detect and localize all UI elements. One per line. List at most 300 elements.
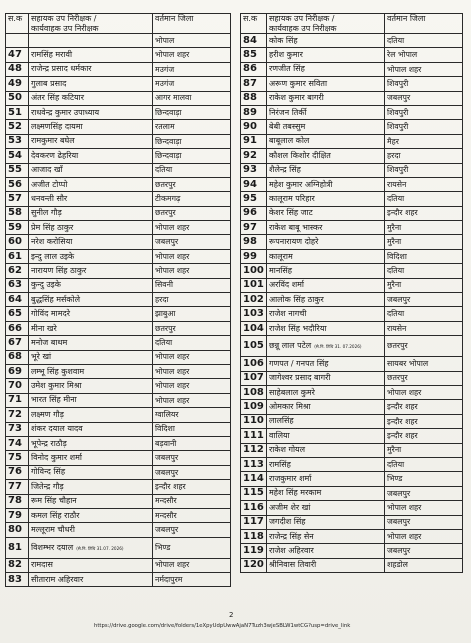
serial-number-cell: 60 [6, 235, 29, 249]
district-cell: भोपाल शहर [153, 379, 231, 393]
serial-number-cell: 75 [6, 451, 29, 465]
officer-name: छन्नू लाल पटेल [269, 341, 312, 351]
district-cell: जबलपुर [385, 515, 463, 529]
serial-number-cell: 86 [241, 62, 267, 76]
table-row [241, 371, 463, 385]
officer-name: राजेश अहिरवार [269, 545, 314, 555]
officer-name-cell [29, 62, 153, 76]
officer-name: कौशल किशोर दीक्षित [269, 150, 331, 160]
serial-number-cell: 65 [6, 307, 29, 321]
district-cell: छिन्दवाड़ा [153, 134, 231, 148]
officer-name-cell [29, 573, 153, 587]
officer-name-cell [267, 264, 385, 278]
serial-number-cell: 77 [6, 480, 29, 494]
table-row [6, 451, 231, 465]
serial-number-cell: 70 [6, 379, 29, 393]
officer-name: कालूराम परिहार [269, 193, 315, 203]
officer-name: सुनील गौड़ [31, 208, 62, 218]
district-cell: शिवपुरी [385, 120, 463, 134]
district-cell: भोपाल शहर [153, 264, 231, 278]
officer-name-cell [29, 336, 153, 350]
officer-name-cell [29, 436, 153, 450]
left-roster-table [5, 13, 231, 587]
officer-name: मानसिंह [269, 265, 293, 275]
serial-number-cell: 100 [241, 264, 267, 278]
officer-name-cell [267, 443, 385, 457]
table-row [241, 62, 463, 76]
serial-number-cell: 68 [6, 350, 29, 364]
serial-number-cell: 92 [241, 149, 267, 163]
officer-name: भूरे खां [31, 352, 52, 362]
table-row [6, 422, 231, 436]
table-row [241, 321, 463, 335]
district-cell: नर्मदापुरम [153, 573, 231, 587]
officer-name-cell [29, 451, 153, 465]
serial-number-cell: 117 [241, 515, 267, 529]
district-cell: रतलाम [153, 120, 231, 134]
district-cell: आगर मालवा [153, 91, 231, 105]
district-cell: भोपाल शहर [385, 529, 463, 543]
officer-name-cell [29, 508, 153, 522]
district-cell: भोपाल शहर [385, 501, 463, 515]
table-row [6, 436, 231, 450]
district-cell: छतरपुर [153, 177, 231, 191]
officer-name-cell [29, 321, 153, 335]
district-cell: टीकमगढ़ [153, 192, 231, 206]
officer-name: नरेश करोसिया [31, 237, 73, 247]
district-cell: झाबुआ [153, 307, 231, 321]
officer-name-cell [29, 163, 153, 177]
district-cell: दतिया [385, 34, 463, 48]
district-cell: जबलपुर [385, 293, 463, 307]
officer-name: उमेश कुमार मिश्रा [31, 381, 82, 391]
officer-name: जगदीश सिंह [269, 517, 306, 527]
table-row [241, 221, 463, 235]
serial-number-cell: 114 [241, 472, 267, 486]
table-row [6, 408, 231, 422]
serial-number-cell: 83 [6, 573, 29, 587]
retirement-note: (से.नि. तिथि 31.07. 2026) [76, 545, 124, 551]
table-row [6, 235, 231, 249]
serial-number-cell: 110 [241, 414, 267, 428]
district-cell: छिन्दवाड़ा [153, 149, 231, 163]
table-row [241, 192, 463, 206]
table-row [6, 62, 231, 76]
officer-name-cell [29, 422, 153, 436]
table-row [6, 336, 231, 350]
officer-name-cell [29, 48, 153, 62]
table-row [241, 293, 463, 307]
table-row [6, 105, 231, 119]
district-cell: जबलपुर [153, 235, 231, 249]
table-row [241, 149, 463, 163]
officer-name-cell [267, 278, 385, 292]
officer-name: राकेश कुमार बागरी [269, 93, 324, 103]
district-cell: भोपाल शहर [385, 385, 463, 399]
district-cell: विदिशा [153, 422, 231, 436]
retirement-note: (से.नि. तिथि 31. 07.2026) [314, 344, 362, 350]
officer-name-cell [267, 429, 385, 443]
officer-name-cell [29, 235, 153, 249]
table-row [241, 235, 463, 249]
serial-number-cell: 104 [241, 321, 267, 335]
district-cell: छतरपुर [153, 321, 231, 335]
district-cell: दतिया [153, 336, 231, 350]
district-cell: इन्दौर शहर [385, 429, 463, 443]
table-row [241, 501, 463, 515]
district-cell: मउगंज [153, 77, 231, 91]
officer-name: साहेबलाल कुमरे [269, 387, 315, 397]
officer-name-cell [267, 486, 385, 500]
district-cell: इन्दौर शहर [385, 206, 463, 220]
officer-name-cell [267, 192, 385, 206]
officer-name: अरूण कुमार सविता [269, 78, 328, 88]
serial-number-cell: 61 [6, 249, 29, 263]
district-cell: भोपाल शहर [153, 249, 231, 263]
district-cell: मन्दसौर [153, 494, 231, 508]
table-row [241, 357, 463, 371]
officer-name-cell [29, 105, 153, 119]
table-row [241, 414, 463, 428]
officer-name: राजेश सिंह भदौरिया [269, 323, 327, 333]
officer-name-cell [29, 537, 153, 558]
officer-name-cell [267, 400, 385, 414]
table-row [6, 48, 231, 62]
district-cell: मन्दसौर [153, 508, 231, 522]
right-roster-table [240, 13, 463, 573]
table-row [241, 400, 463, 414]
table-row [6, 149, 231, 163]
officer-header [267, 14, 385, 34]
officer-name-cell [29, 221, 153, 235]
table-row [241, 34, 463, 48]
officer-name: लालसिंह [269, 416, 294, 426]
officer-name: मल्लूराम चौधरी [31, 524, 75, 534]
officer-name: राजेन्द्र प्रसाद धर्मकार [31, 64, 92, 74]
table-row [6, 558, 231, 572]
officer-name: लक्ष्मण गौड़ [31, 409, 64, 419]
officer-name: गुलाब प्रसाद [31, 78, 67, 88]
table-row [6, 494, 231, 508]
officer-name-cell [267, 48, 385, 62]
district-cell: जबलपुर [385, 486, 463, 500]
officer-name: जितेन्द्र गौड़ [31, 481, 64, 491]
officer-name: रामसिंह [269, 459, 291, 469]
serial-number-cell: 84 [241, 34, 267, 48]
officer-name-cell [29, 307, 153, 321]
district-cell: इन्दौर शहर [153, 480, 231, 494]
officer-name-cell [267, 293, 385, 307]
officer-name: कालूराम [269, 251, 293, 261]
serial-number-cell: 54 [6, 149, 29, 163]
serial-number-cell: 94 [241, 177, 267, 191]
serial-number-cell: 96 [241, 206, 267, 220]
district-cell: भिण्ड [385, 472, 463, 486]
serial-number-cell: 66 [6, 321, 29, 335]
table-row [6, 192, 231, 206]
table-row [6, 249, 231, 263]
district-cell: छतरपुर [385, 371, 463, 385]
serial-number-cell: 57 [6, 192, 29, 206]
district-cell: जबलपुर [385, 544, 463, 558]
serial-number-cell: 71 [6, 393, 29, 407]
serial-number-cell: 82 [6, 558, 29, 572]
officer-name-cell [267, 120, 385, 134]
officer-name: श्रीनिवास तिवारी [269, 560, 317, 570]
officer-name: रणजीत सिंह [269, 64, 305, 74]
district-cell: बड़वानी [153, 436, 231, 450]
table-row [6, 523, 231, 537]
serial-number-cell: 85 [241, 48, 267, 62]
district-cell: ग्वालियर [153, 408, 231, 422]
officer-name-cell [29, 91, 153, 105]
district-cell: रायसेन [385, 177, 463, 191]
officer-name: विशम्भर दयाल [31, 542, 74, 552]
officer-name-cell [29, 393, 153, 407]
officer-name: कुन्दु उइके [31, 280, 61, 290]
officer-name: कमल सिंह राठौर [31, 510, 80, 520]
serial-number-cell: 118 [241, 529, 267, 543]
serial-number-cell: 58 [6, 206, 29, 220]
table-row [241, 163, 463, 177]
serial-number-cell: 50 [6, 91, 29, 105]
district-cell: मुरैना [385, 235, 463, 249]
serial-number-cell: 105 [241, 336, 267, 357]
serial-number-cell: 101 [241, 278, 267, 292]
table-row [6, 350, 231, 364]
table-row [6, 134, 231, 148]
officer-name: आजाद खाँ [31, 165, 63, 175]
officer-name-cell [29, 149, 153, 163]
officer-name-cell [29, 206, 153, 220]
officer-name: केशर सिंह जाट [269, 208, 313, 218]
district-cell: मुरैना [385, 278, 463, 292]
officer-name-cell [29, 134, 153, 148]
serial-number-cell: 119 [241, 544, 267, 558]
officer-header-line1: सहायक उप निरीक्षक / [31, 14, 97, 23]
district-cell: जबलपुर [385, 91, 463, 105]
table-row [241, 249, 463, 263]
officer-name: अजीम शेर खां [269, 502, 311, 512]
serial-number-cell: 97 [241, 221, 267, 235]
officer-name: रूम सिंह चौहान [31, 496, 77, 506]
serial-number-cell: 107 [241, 371, 267, 385]
table-row [241, 529, 463, 543]
table-row [6, 34, 231, 48]
district-cell: दतिया [153, 163, 231, 177]
district-cell: शहडोल [385, 558, 463, 572]
table-row [6, 393, 231, 407]
officer-header-line2: कार्यवाहक उप निरीक्षक [31, 24, 99, 33]
officer-name-cell [267, 385, 385, 399]
officer-name: बाबूलाल कोल [269, 136, 310, 146]
serial-number-cell: 47 [6, 48, 29, 62]
table-row [6, 163, 231, 177]
serial-number-cell: 87 [241, 77, 267, 91]
officer-name-cell [267, 134, 385, 148]
officer-name: राजकुमार शर्मा [269, 474, 312, 484]
table-row [241, 77, 463, 91]
officer-name: बुद्धसिंह मर्सकोले [31, 294, 81, 304]
district-cell: हरदा [385, 149, 463, 163]
district-cell: दतिया [385, 192, 463, 206]
officer-name-cell [29, 379, 153, 393]
district-cell: मुरैना [385, 443, 463, 457]
district-cell: शिवपुरी [385, 163, 463, 177]
officer-name: राधवेन्द्र कुमार उपाध्याय [31, 107, 100, 117]
table-row [241, 307, 463, 321]
officer-header [29, 14, 153, 34]
officer-name-cell [267, 529, 385, 543]
district-cell: दतिया [385, 307, 463, 321]
officer-name-cell [267, 34, 385, 48]
table-row [241, 336, 463, 357]
serial-number-cell: 91 [241, 134, 267, 148]
officer-name: नारायण सिंह ठाकुर [31, 265, 87, 275]
table-row [241, 429, 463, 443]
officer-name-cell [29, 120, 153, 134]
header-row [6, 14, 231, 34]
officer-name: मनोज बाथम [31, 337, 68, 347]
table-row [241, 558, 463, 572]
serial-number-cell: 72 [6, 408, 29, 422]
officer-name: रामदास [31, 560, 53, 570]
sno-header: स.क [241, 14, 267, 34]
table-row [6, 573, 231, 587]
officer-name: भारत सिंह मीना [31, 395, 77, 405]
table-row [6, 537, 231, 558]
district-cell: भोपाल शहर [153, 393, 231, 407]
officer-name-cell [267, 177, 385, 191]
officer-name: गोविंद मामदरे [31, 309, 71, 319]
officer-name-cell [267, 371, 385, 385]
serial-number-cell: 69 [6, 364, 29, 378]
serial-number-cell: 103 [241, 307, 267, 321]
table-row [6, 221, 231, 235]
officer-name: भूपेन्द्र राठौड़ [31, 438, 67, 448]
serial-number-cell: 56 [6, 177, 29, 191]
table-row [6, 480, 231, 494]
district-cell: जबलपुर [153, 451, 231, 465]
table-row [6, 364, 231, 378]
officer-name-cell [29, 192, 153, 206]
officer-name: राजेन्द्र सिंह सेन [269, 531, 314, 541]
serial-number-cell: 95 [241, 192, 267, 206]
officer-name-cell [29, 494, 153, 508]
district-cell: भोपाल शहर [153, 48, 231, 62]
footer-link[interactable]: https://drive.google.com/drive/folders/1eXpyUdpUwwAjaN7Tuzh3wjeSBLW1wtCG?usp=drive_link [94, 623, 351, 629]
officer-name-cell [267, 307, 385, 321]
officer-name-cell [29, 364, 153, 378]
officer-name-cell [29, 523, 153, 537]
serial-number-cell: 53 [6, 134, 29, 148]
table-row [241, 278, 463, 292]
table-row [6, 307, 231, 321]
officer-name: वालिया [269, 430, 290, 440]
officer-name-cell [267, 91, 385, 105]
district-cell: शिवपुरी [385, 105, 463, 119]
district-cell: भिण्ड [153, 537, 231, 558]
serial-number-cell: 113 [241, 457, 267, 471]
district-cell: सायबर भोपाल [385, 357, 463, 371]
serial-number-cell: 111 [241, 429, 267, 443]
table-row [6, 321, 231, 335]
officer-name: निरंजन तिर्की [269, 107, 307, 117]
officer-name: गोविन्द सिंह [31, 467, 66, 477]
serial-number-cell: 62 [6, 264, 29, 278]
serial-number-cell: 64 [6, 293, 29, 307]
district-cell: जबलपुर [153, 465, 231, 479]
officer-name: हरीश कुमार [269, 50, 303, 60]
table-row [241, 385, 463, 399]
serial-number-cell: 98 [241, 235, 267, 249]
officer-name-cell [267, 336, 385, 357]
table-row [241, 177, 463, 191]
table-row [6, 465, 231, 479]
officer-name: मीना खरे [31, 323, 57, 333]
header-row [241, 14, 463, 34]
officer-name-cell [29, 249, 153, 263]
officer-name: इन्दु लाल उइके [31, 251, 75, 261]
table-row [241, 105, 463, 119]
officer-header-line2: कार्यवाहक उप निरीक्षक [269, 24, 337, 33]
officer-name: कोक सिंह [269, 35, 298, 45]
table-row [241, 264, 463, 278]
district-cell: छतरपुर [385, 336, 463, 357]
officer-name: बेबी तबस्सुम [269, 122, 306, 132]
serial-number-cell: 49 [6, 77, 29, 91]
officer-name-cell [29, 278, 153, 292]
table-row [6, 508, 231, 522]
serial-number-cell: 51 [6, 105, 29, 119]
officer-name-cell [267, 249, 385, 263]
table-row [6, 379, 231, 393]
table-row [241, 544, 463, 558]
district-cell: भोपाल शहर [385, 62, 463, 76]
officer-name: जागेश्वर प्रसाद बागरी [269, 373, 331, 383]
officer-name-cell [267, 501, 385, 515]
table-row [6, 77, 231, 91]
officer-name: शैलेन्द्र सिंह [269, 165, 301, 175]
officer-name-cell [29, 264, 153, 278]
district-cell: भोपाल शहर [153, 364, 231, 378]
officer-name: लम्भू सिंह कुशवाम [31, 366, 85, 376]
officer-name: लक्ष्मणसिंह दायमा [31, 122, 83, 132]
officer-name-cell [29, 558, 153, 572]
serial-number-cell: 88 [241, 91, 267, 105]
table-row [241, 443, 463, 457]
officer-name: विनोद कुमार शर्मा [31, 453, 82, 463]
district-cell: छतरपुर [153, 206, 231, 220]
officer-name: रूपनारायण दोहरे [269, 237, 319, 247]
table-row [241, 472, 463, 486]
officer-name: शंकर दयाल यादव [31, 424, 83, 434]
officer-name-cell [267, 544, 385, 558]
serial-number-cell: 108 [241, 385, 267, 399]
district-cell: रेल भोपाल [385, 48, 463, 62]
table-row [241, 457, 463, 471]
district-header: वर्तमान जिला [153, 14, 231, 34]
district-cell: हरदा [153, 293, 231, 307]
officer-name-cell [267, 163, 385, 177]
district-cell: शिवपुरी [385, 77, 463, 91]
serial-number-cell: 112 [241, 443, 267, 457]
officer-name-cell [267, 221, 385, 235]
officer-name: अंतर सिंह कटियार [31, 93, 84, 103]
serial-number-cell: 76 [6, 465, 29, 479]
district-cell: मउगंज [153, 62, 231, 76]
district-cell: रायसेन [385, 321, 463, 335]
